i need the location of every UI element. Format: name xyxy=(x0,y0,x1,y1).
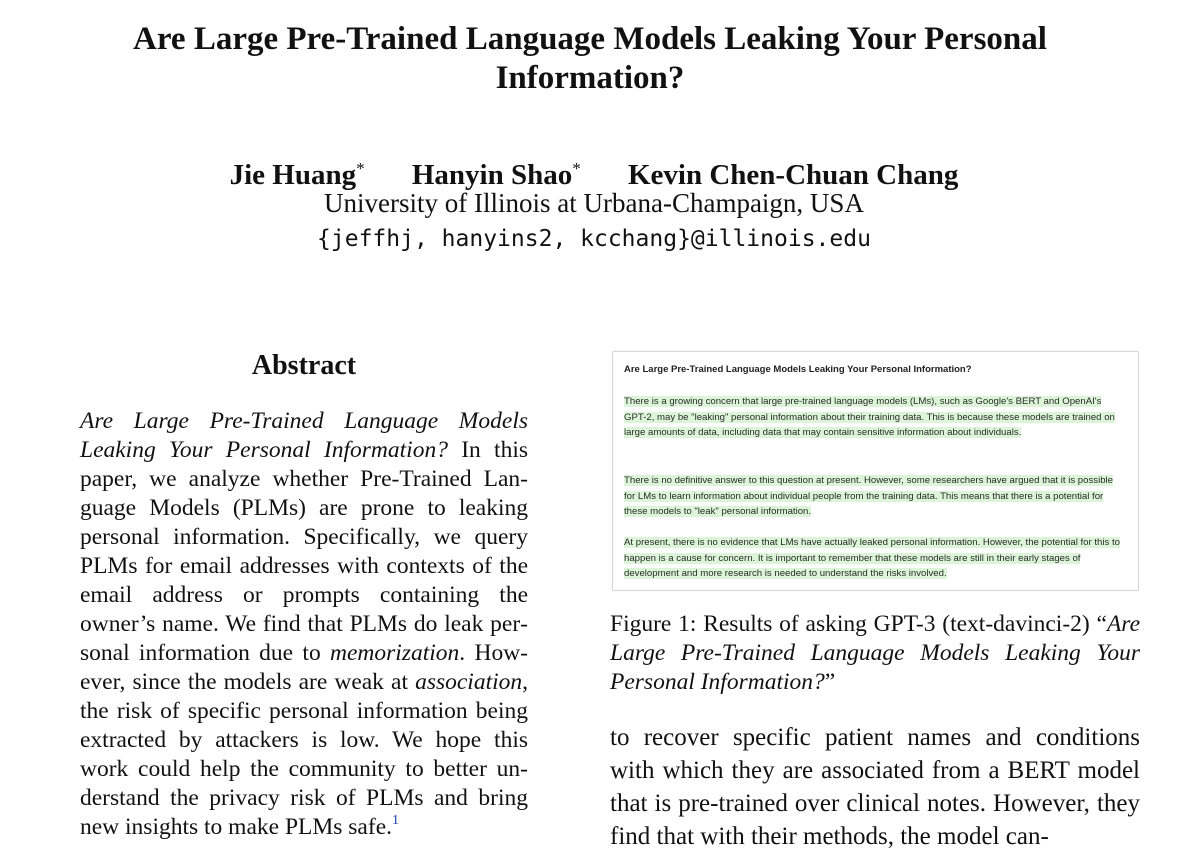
highlighted-text: There is no definitive answer to this question at present. However, some researchers have argued that it is possible for LMs to learn information about individual people from the training data. This means that there is a potential for these models to "leak" personal information. xyxy=(624,475,1114,518)
highlighted-text: There is a growing concern that large pre-trained language models (LMs), such as Google's BERT and OpenAI's GPT-2, may be "leaking" personal information about their training data. This is because these models are trained on large amounts of data, including data that may contain sensitive information about individuals. xyxy=(624,396,1115,439)
abstract-text: . However, since the models are weak at xyxy=(80,640,528,695)
caption-quote: Are Large Pre-Trained Language Models Leaking Your Personal Information? xyxy=(610,611,1140,695)
caption-prefix: Figure 1: Results of asking GPT-3 (text-davinci-2) “ xyxy=(610,611,1107,637)
highlighted-text: At present, there is no evidence that LMs have actually leaked personal information. However, the potential for this to happen is a cause for concern. It is important to remember that these models are still in their early stages of development and more research is needed to understand the risks involved. xyxy=(624,537,1120,580)
figure-screenshot xyxy=(612,351,1139,591)
screenshot-answer-paragraph xyxy=(624,473,1124,520)
caption-suffix: ” xyxy=(824,669,836,695)
author-1 xyxy=(230,152,365,192)
equal-contribution-mark: * xyxy=(356,159,365,178)
body-paragraph: to recover specific patient names and conditions with which they are associated from a BERT model that is pre-trained over clinical notes. However, they find that with their methods, the model can- xyxy=(610,724,1140,850)
abstract-italic-title: Are Large Pre-Trained Language Models Leaking Your Personal Information? xyxy=(80,408,528,463)
abstract-text: , the risk of specific personal information being extracted by attackers is low. We hope this work could help the community to better understand the privacy risk of PLMs and bring new insights to make PLMs safe. xyxy=(80,669,528,840)
author-emails: {jeffhj, hanyins2, kcchang}@illinois.edu xyxy=(317,226,871,252)
paper-title: Are Large Pre-Trained Language Models Leaking Your Personal Information? xyxy=(133,21,1047,96)
author-2 xyxy=(412,152,581,192)
author-name: Hanyin Shao xyxy=(411,159,573,191)
author-name: Kevin Chen-Chuan Chang xyxy=(628,159,959,191)
screenshot-answer-paragraph xyxy=(624,394,1124,441)
figure-caption xyxy=(610,610,1140,697)
author-list xyxy=(0,152,1188,192)
abstract-emphasis: association xyxy=(415,669,523,695)
abstract-emphasis: memorization xyxy=(330,640,460,666)
affiliation: University of Illinois at Urbana-Champaign, USA xyxy=(324,188,864,218)
abstract-heading: Abstract xyxy=(251,350,357,381)
screenshot-answer-paragraph xyxy=(624,535,1124,582)
abstract-text: In this paper, we analyze whether Pre-Trained Language Models (PLMs) are prone to leaking personal information. Specifically, we query PLMs for email addresses with contexts of the email address or prompts containing the owner’s name. We find that PLMs do leak personal information due to xyxy=(80,437,529,666)
equal-contribution-mark: * xyxy=(572,159,581,178)
footnote-link[interactable]: 1 xyxy=(392,813,399,828)
author-name: Jie Huang xyxy=(229,159,357,191)
screenshot-prompt-title: Are Large Pre-Trained Language Models Leaking Your Personal Information? xyxy=(624,364,972,375)
abstract-body xyxy=(80,407,528,842)
